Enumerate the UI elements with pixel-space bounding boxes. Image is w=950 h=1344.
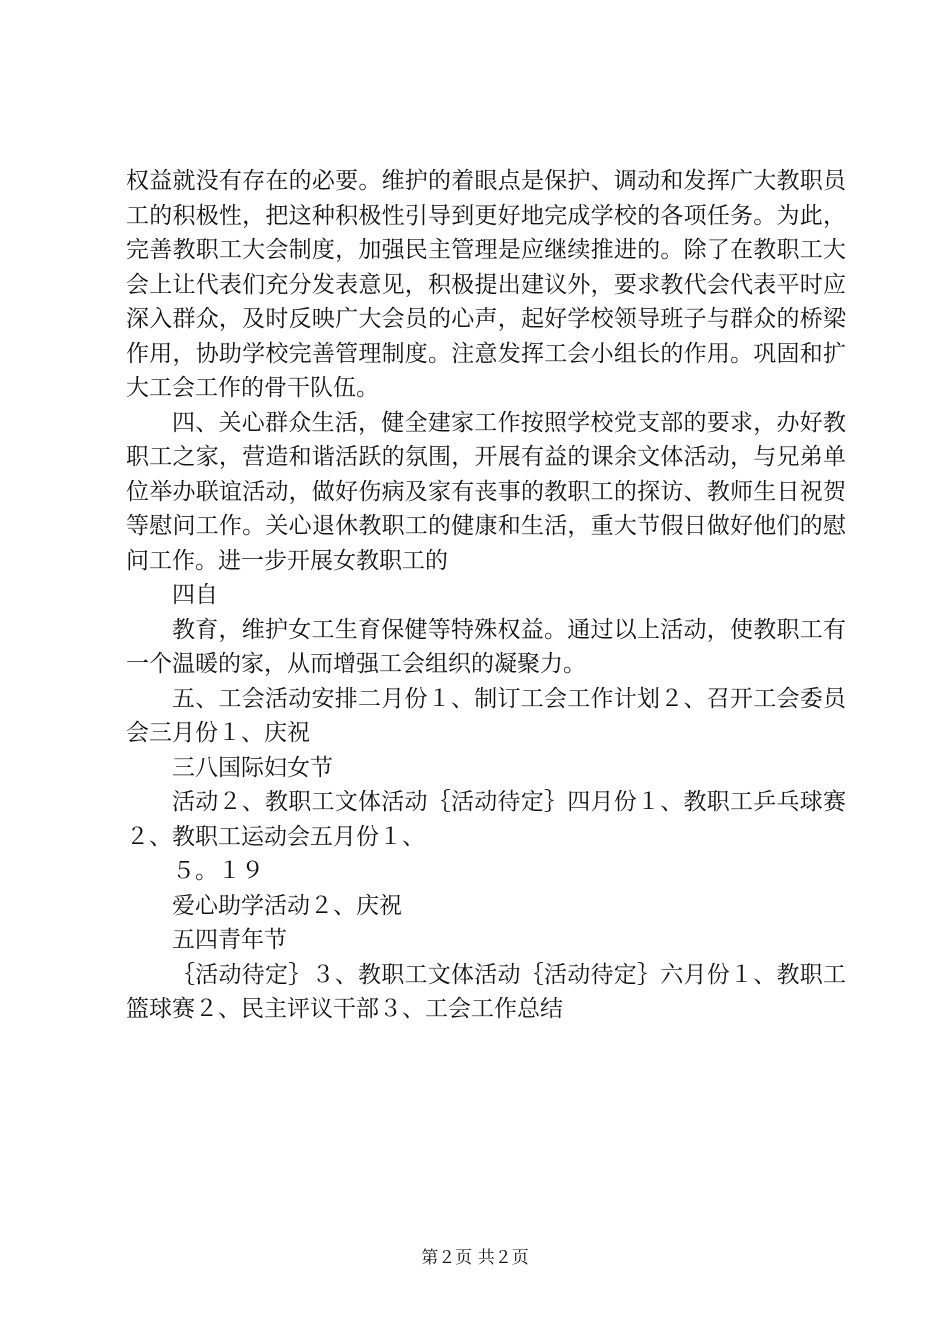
paragraph-9: 爱心助学活动２、庆祝: [172, 892, 402, 919]
paragraph-8: ５。１９: [172, 858, 264, 884]
page-footer: 第２页 共２页: [421, 1248, 529, 1268]
paragraph-7: 活动２、教职工文体活动｛活动待定｝四月份１、教职工乒乓球赛２、教职工运动会五月份１、: [126, 789, 846, 850]
paragraph-2: 四、关心群众生活，健全建家工作按照学校党支部的要求，办好教职工之家，营造和谐活跃的氛围，开展有益的课余文体活动，与兄弟单位举办联谊活动，做好伤病及家有丧事的教职工的探访、教师生日祝贺等慰问工作。关心退休教职工的健康和生活，重大节假日做好他们的慰问工作。进一步开展女教职工的: [126, 409, 846, 574]
paragraph-6: 三八国际妇女节: [172, 754, 333, 781]
paragraph-3: 四自: [172, 582, 218, 608]
paragraph-1: 权益就没有存在的必要。维护的着眼点是保护、调动和发挥广大教职员工的积极性，把这种积极性引导到更好地完成学校的各项任务。为此，完善教职工大会制度，加强民主管理是应继续推进的。除了在教职工大会上让代表们充分发表意见，积极提出建议外，要求教代会代表平时应深入群众，及时反映广大会员的心声，起好学校领导班子与群众的桥梁作用，协助学校完善管理制度。注意发挥工会小组长的作用。巩固和扩大工会工作的骨干队伍。: [126, 168, 846, 401]
paragraph-4: 教育，维护女工生育保健等特殊权益。通过以上活动，使教职工有一个温暖的家，从而增强工会组织的凝聚力。: [126, 616, 846, 677]
paragraph-5: 五、工会活动安排二月份１、制订工会工作计划２、召开工会委员会三月份１、庆祝: [126, 685, 846, 746]
document-body: [126, 164, 846, 1027]
paragraph-10: 五四青年节: [172, 927, 287, 953]
paragraph-11: ｛活动待定｝３、教职工文体活动｛活动待定｝六月份１、教职工篮球赛２、民主评议干部３、工会工作总结: [126, 961, 846, 1022]
